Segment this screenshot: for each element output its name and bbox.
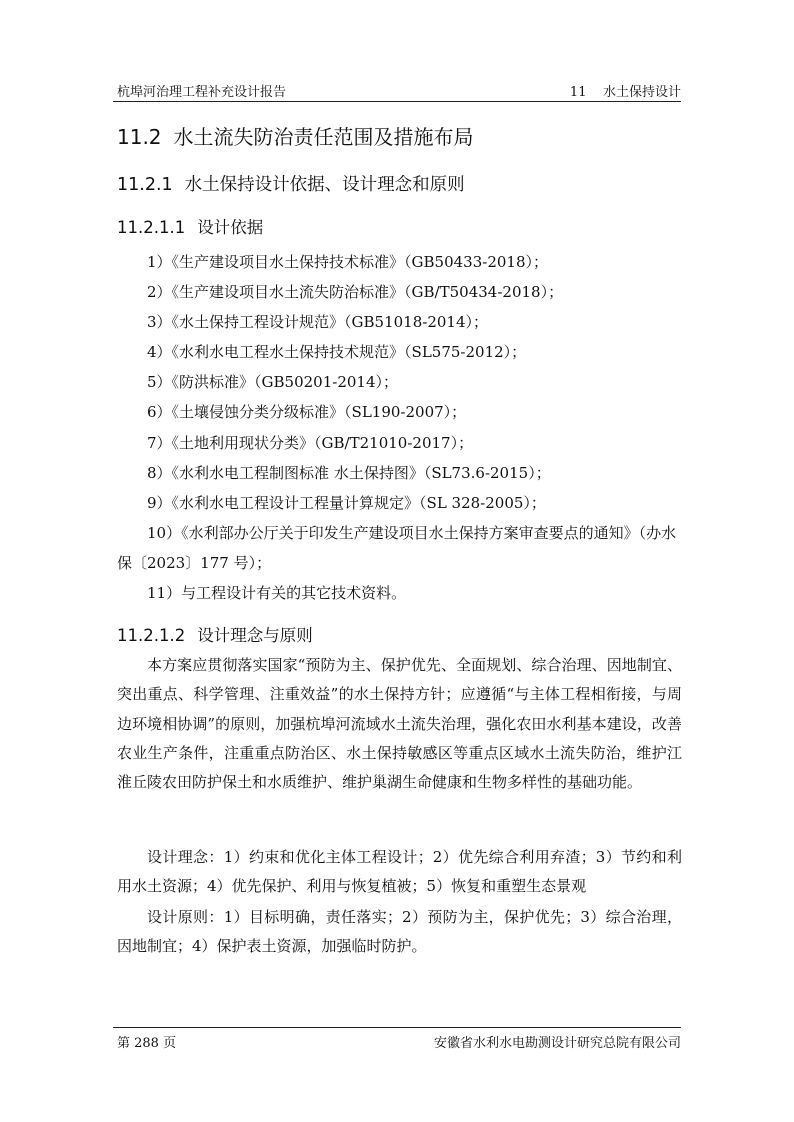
footer-organization: 安徽省水利水电勘测设计研究总院有限公司 — [433, 1036, 681, 1051]
section-number: 11.2 — [117, 125, 162, 149]
section-title: 水土流失防治责任范围及措施布局 — [173, 125, 474, 149]
subsection-number: 11.2.1 — [117, 175, 173, 195]
reference-item: 4）《水利水电工程水土保持技术规范》（SL575-2012）； — [147, 343, 527, 362]
basis-title: 设计依据 — [197, 218, 264, 237]
reference-item: 5）《防洪标准》（GB50201-2014）； — [147, 373, 399, 392]
reference-item: 7）《土地利用现状分类》（GB/T21010-2017）； — [147, 433, 474, 452]
principles-paragraph: 本方案应贯彻落实国家“预防为主、保护优先、全面规划、综合治理、因地制宜、突出重点、科学管理、注重效益”的水土保持方针；应遵循“与主体工程相衔接，与周边环境相协调”的原则，加强杭埠河流域水土流失治理，强化农田水利基本建设，改善农业生产条件，注重重点防治区、水土保持敏感区等重点区域水土流失防治，维护江淮丘陵农田防护保土和水质维护、维护巢湖生命健康和生物多样性的基础功能。 — [117, 656, 682, 792]
reference-item: 1）《生产建设项目水土保持技术标准》（GB50433-2018）； — [147, 253, 549, 271]
header-divider — [113, 101, 681, 102]
subsection-title: 水土保持设计依据、设计理念和原则 — [184, 175, 465, 195]
page-footer — [117, 1032, 681, 1051]
design-principle-paragraph: 设计原则：1）目标明确，责任落实；2）预防为主，保护优先；3）综合治理，因地制宜；4）保护表土资源，加强临时防护。 — [117, 908, 682, 956]
header-report-title: 杭埠河治理工程补充设计报告 — [117, 85, 287, 100]
basis-number: 11.2.1.1 — [117, 218, 186, 237]
header-chapter: 11 水土保持设计 — [569, 85, 681, 100]
footer-divider — [113, 1027, 681, 1028]
reference-item: 3）《水土保持工程设计规范》（GB51018-2014）； — [147, 313, 489, 332]
design-concept-paragraph: 设计理念：1）约束和优化主体工程设计；2）优先综合利用弃渣；3）节约和利用水土资源；4）优先保护、利用与恢复植被；5）恢复和重塑生态景观 — [117, 848, 682, 896]
section-heading — [117, 121, 474, 150]
page-number: 第 288 页 — [117, 1036, 177, 1051]
reference-item: 8）《水利水电工程制图标准 水土保持图》（SL73.6-2015）； — [147, 463, 551, 482]
page-header — [117, 80, 681, 100]
principles-number: 11.2.1.2 — [117, 626, 186, 645]
subsection-heading — [117, 171, 465, 196]
reference-list — [117, 247, 682, 608]
principles-heading — [117, 622, 313, 646]
reference-item: 9）《水利水电工程设计工程量计算规定》（SL 328-2005）； — [147, 493, 546, 512]
reference-item: 10）《水利部办公厅关于印发生产建设项目水土保持方案审查要点的通知》（办水保〔2023〕177 号）； — [117, 523, 677, 572]
reference-item: 6）《土壤侵蚀分类分级标准》（SL190-2007）； — [147, 403, 467, 422]
principles-title: 设计理念与原则 — [197, 626, 313, 645]
reference-item: 11）与工程设计有关的其它技术资料。 — [147, 584, 407, 603]
basis-heading — [117, 214, 263, 238]
reference-item: 2）《生产建设项目水土流失防治标准》（GB/T50434-2018）； — [147, 283, 564, 302]
